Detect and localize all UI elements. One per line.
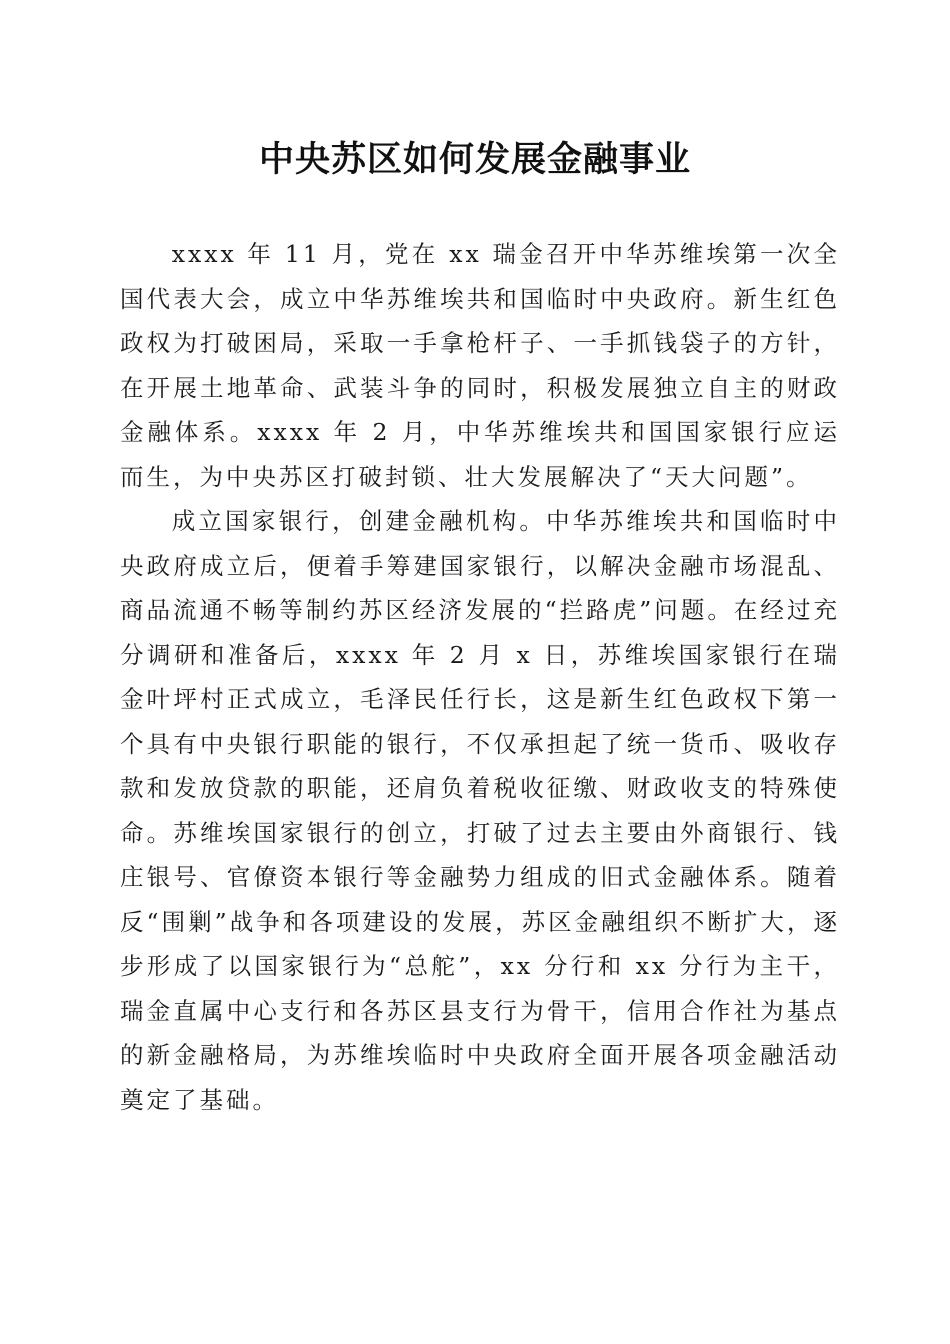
paragraph-1: xxxx 年 11 月，党在 xx 瑞金召开中华苏维埃第一次全国代表大会，成立中华苏维埃共和国临时中央政府。新生红色政权为打破困局，采取一手拿枪杆子、一手抓钱袋子的方针，在开展土地革命、武装斗争的同时，积极发展独立自主的财政金融体系。xxxx 年 2 月，中华苏维埃共和国国家银行应运而生，为中央苏区打破封锁、壮大发展解决了“天大问题”。 xyxy=(120,240,840,491)
document-title: 中央苏区如何发展金融事业 xyxy=(258,139,691,180)
paragraph-2: 成立国家银行，创建金融机构。中华苏维埃共和国临时中央政府成立后，便着手筹建国家银行，以解决金融市场混乱、商品流通不畅等制约苏区经济发展的“拦路虎”问题。在经过充分调研和准备后，xxxx 年 2 月 x 日，苏维埃国家银行在瑞金叶坪村正式成立，毛泽民任行长，这是新生红色政权下第一个具有中央银行职能的银行，不仅承担起了统一货币、吸收存款和发放贷款的职能，还肩负着税收征缴、财政收支的特殊使命。苏维埃国家银行的创立，打破了过去主要由外商银行、钱庄银号、官僚资本银行等金融势力组成的旧式金融体系。随着反“围剿”战争和各项建设的发展，苏区金融组织不断扩大，逐步形成了以国家银行为“总舵”，xx 分行和 xx 分行为主干，瑞金直属中心支行和各苏区县支行为骨干，信用合作社为基点的新金融格局，为苏维埃临时中央政府全面开展各项金融活动奠定了基础。 xyxy=(120,507,840,1114)
document-body xyxy=(120,232,840,1122)
